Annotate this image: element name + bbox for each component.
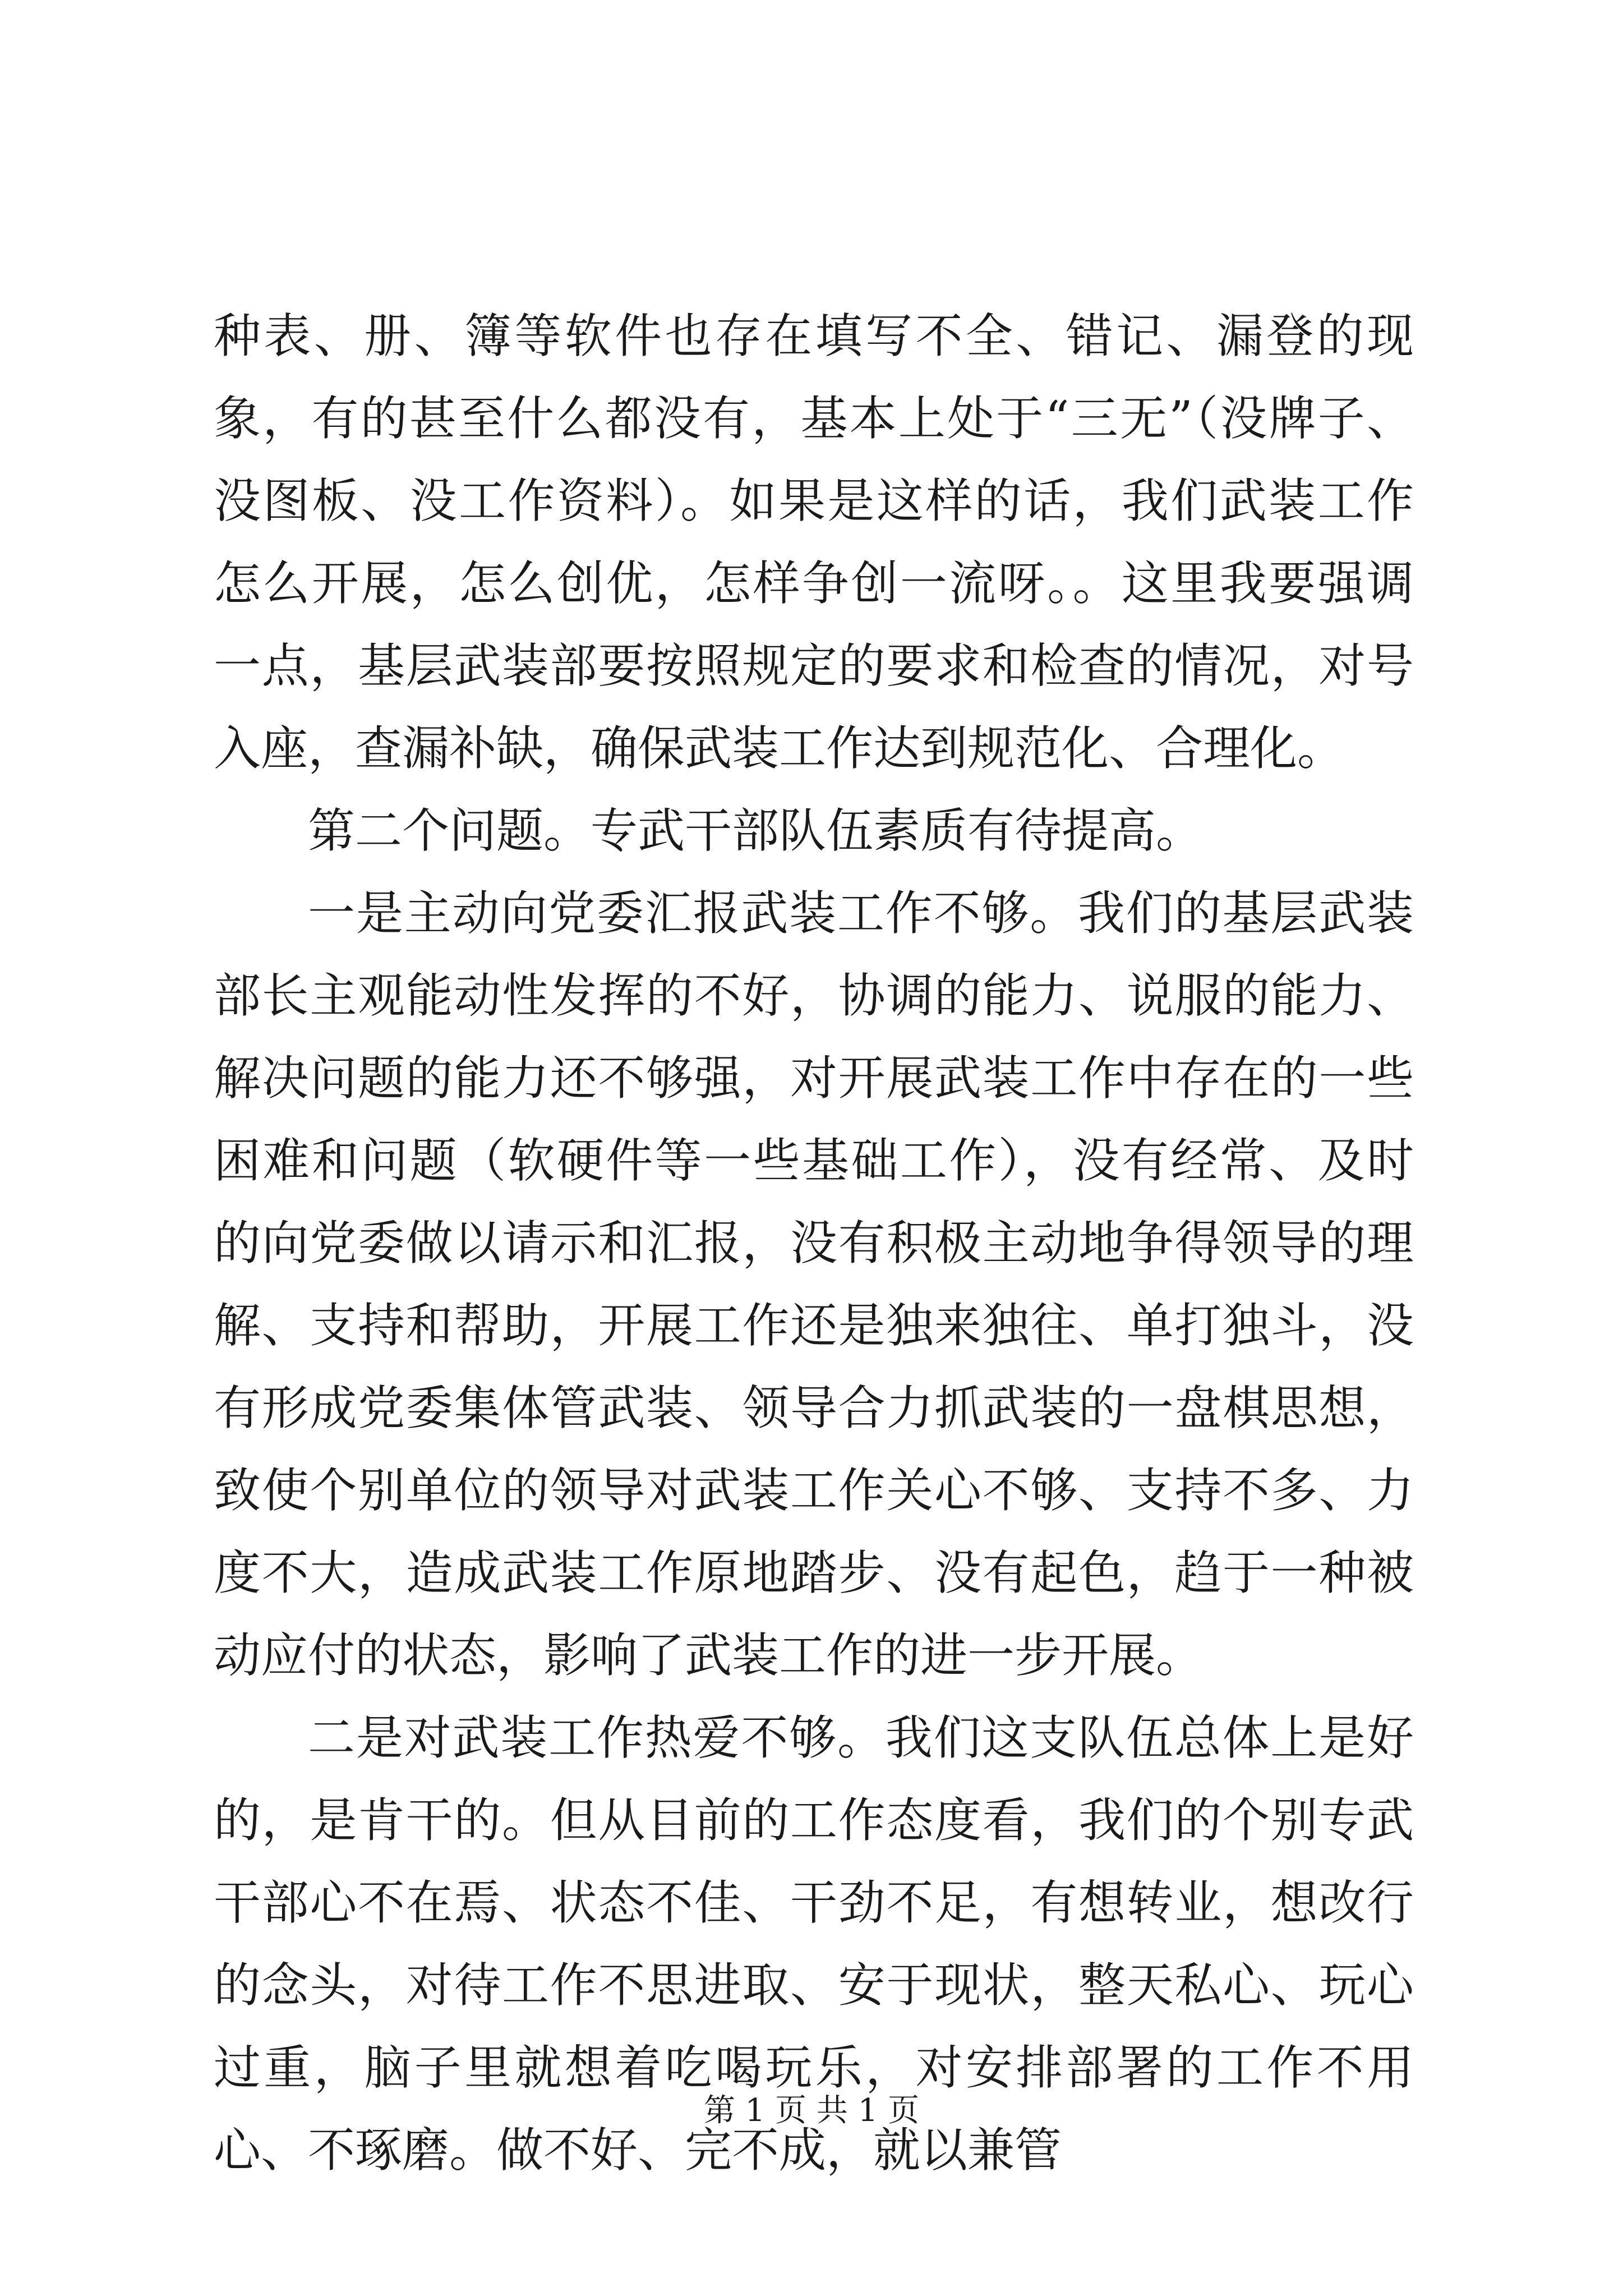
paragraph: 种表、册、簿等软件也存在填写不全、错记、漏登的现象，有的甚至什么都没有，基本上处于“三无”（没牌子、没图板、没工作资料）。如果是这样的话，我们武装工作怎么开展，怎么创优，怎样争创一流呀。。这里我要强调一点，基层武装部要按照规定的要求和检查的情况，对号入座，查漏补缺，确保武装工作达到规范化、合理化。 <box>214 309 1414 776</box>
paragraph: 二是对武装工作热爱不够。我们这支队伍总体上是好的，是肯干的。但从目前的工作态度看，我们的个别专武干部心不在焉、状态不佳、干劲不足，有想转业，想改行的念头，对待工作不思进取、安于现状，整天私心、玩心过重，脑子里就想着吃喝玩乐，对安排部署的工作不用心、不琢磨。做不好、完不成，就以兼管 <box>214 1710 1414 2178</box>
paragraph: 第二个问题。专武干部队伍素质有待提高。 <box>308 803 1204 858</box>
paragraph: 一是主动向党委汇报武装工作不够。我们的基层武装部长主观能动性发挥的不好，协调的能力、说服的能力、解决问题的能力还不够强，对开展武装工作中存在的一些困难和问题（软硬件等一些基础工作），没有经常、及时的向党委做以请示和汇报，没有积极主动地争得领导的理解、支持和帮助，开展工作还是独来独往、单打独斗，没有形成党委集体管武装、领导合力抓武装的一盘棋思想，致使个别单位的领导对武装工作关心不够、支持不多、力度不大，造成武装工作原地踏步、没有起色，趋于一种被动应付的状态，影响了武装工作的进一步开展。 <box>214 886 1414 1683</box>
page-footer: 第 1 页 共 1 页 <box>703 2092 920 2129</box>
document-body <box>214 295 1414 2192</box>
